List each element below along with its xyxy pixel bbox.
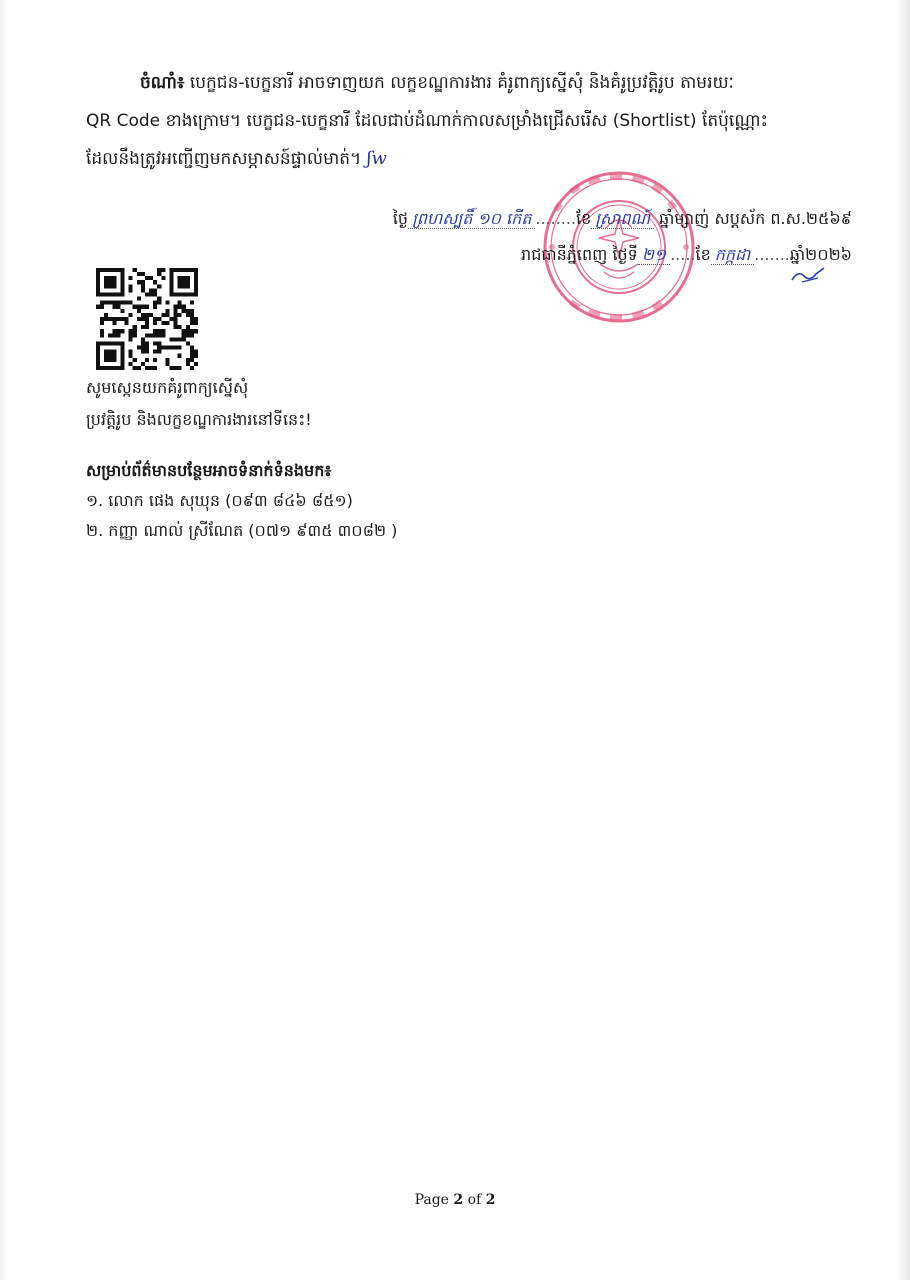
qr-caption-line-1: សូមស្កេនយកគំរូពាក្យស្នើសុំ <box>86 378 249 397</box>
contact-heading: សម្រាប់ព័ត៌មានបន្ថែមអាចទំនាក់ទំនងមក៖ <box>86 461 332 480</box>
footer-page-word: Page <box>414 1192 449 1208</box>
lunar-month-label: ខែ <box>576 209 592 228</box>
note-text-1: បេក្ខជន-បេក្ខនារី អាចទាញយក លក្ខខណ្ឌការងារ គំរូពាក្យស្នើសុំ និងគំរូប្រវត្តិរូប តាមរយៈ <box>189 73 734 93</box>
page-footer <box>0 1192 910 1208</box>
note-line-2: QR Code ខាងក្រោម។ បេក្ខជន-បេក្ខនារី ដែលជាប់ដំណាក់កាលសម្រាំងជ្រើសរើស (Shortlist) តែប៉ុណ្ណោះ <box>86 111 768 131</box>
lunar-prefix: ថ្ងៃ <box>392 209 409 228</box>
qr-caption <box>86 372 312 436</box>
scan-edge-right <box>896 0 910 1280</box>
footer-page-total: 2 <box>485 1192 496 1208</box>
solar-prefix: រាជធានីភ្នំពេញ ថ្ងៃទី <box>521 245 638 264</box>
note-paragraph <box>86 64 852 178</box>
note-line-1 <box>86 64 852 102</box>
footer-page-number: 2 <box>453 1192 464 1208</box>
scan-edge-left <box>0 0 8 1280</box>
solar-month-label: ខែ <box>695 245 711 264</box>
lunar-date-line: ថ្ងៃ ព្រហស្បតិ៍ ១០ កើត ........ខែ ស្រាពណ៍ ឆ្នាំម្សាញ់ សប្តស័ក ព.ស.២៥៦៩ <box>392 209 852 228</box>
qr-code-icon[interactable] <box>96 268 198 370</box>
solar-date-line: រាជធានីភ្នំពេញ ថ្ងៃទី ២១ .....ខែ កក្កដា .......ឆ្នាំ២០២៦ <box>521 245 852 264</box>
footer-of-word: of <box>467 1192 482 1208</box>
contact-person-2: ២. កញ្ញា ណាល់ ស្រីណែត (០៧១ ៩៣៥ ៣០៨២ ) <box>86 521 398 540</box>
initial-mark: ʃw <box>366 148 387 169</box>
note-label: ចំណាំ៖ <box>140 73 185 93</box>
lunar-month-handwritten: ស្រាពណ៍ <box>591 209 654 229</box>
contact-info <box>86 456 397 546</box>
lunar-day-handwritten: ព្រហស្បតិ៍ ១០ កើត <box>408 209 535 229</box>
signature-scribble <box>788 262 828 286</box>
solar-suffix: ឆ្នាំ២០២៦ <box>789 245 852 264</box>
note-text-3: ដែលនឹងត្រូវអញ្ជើញមកសម្ភាសន៍ផ្ទាល់មាត់។ <box>86 149 362 169</box>
solar-month-handwritten: កក្កដា <box>711 245 755 265</box>
solar-day-handwritten: ២១ <box>638 245 670 265</box>
lunar-suffix: ឆ្នាំម្សាញ់ សប្តស័ក ព.ស.២៥៦៩ <box>659 209 852 228</box>
note-line-3 <box>86 140 852 178</box>
qr-caption-line-2: ប្រវត្តិរូប និងលក្ខខណ្ឌការងារនៅទីនេះ! <box>86 410 312 429</box>
contact-person-1: ១. លោក ផេង សុឃុន (០៩៣ ៨៤៦ ៨៥១) <box>86 491 353 510</box>
